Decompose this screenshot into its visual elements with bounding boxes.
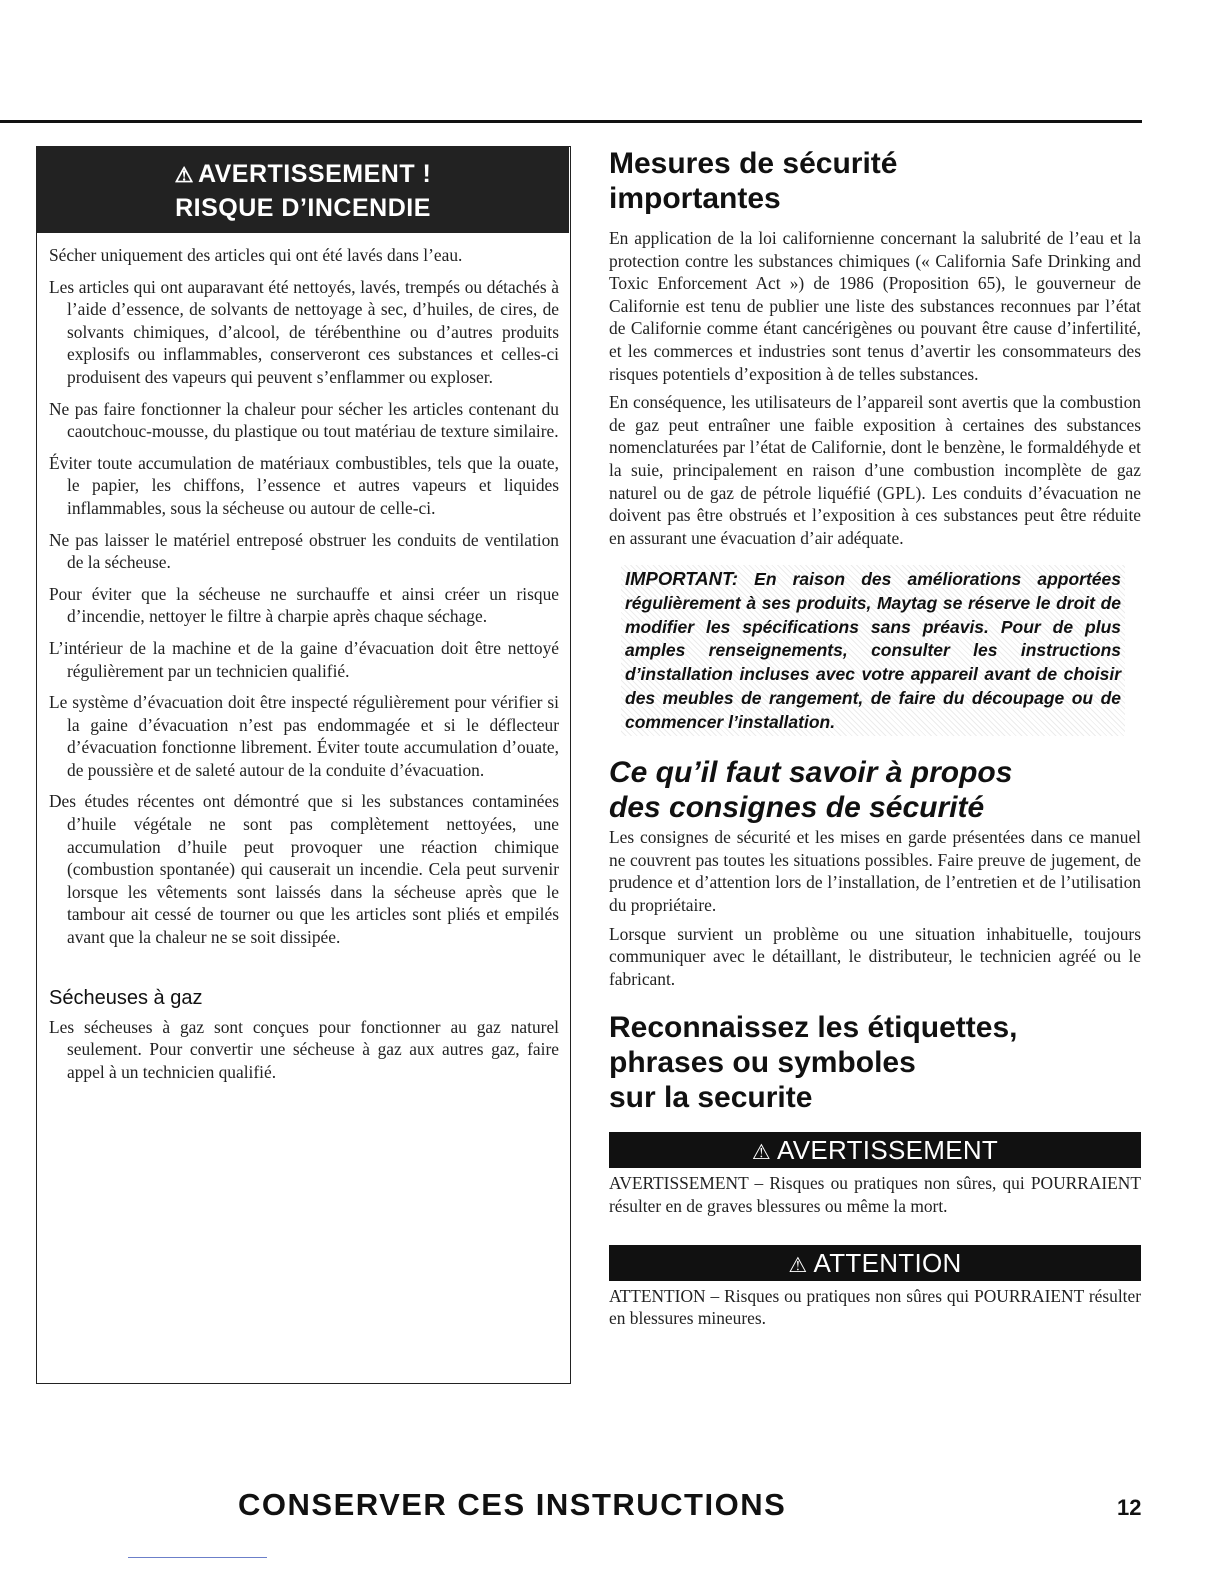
fire-warning-header [37,147,569,233]
fire-warning-title-line1: AVERTISSEMENT ! [197,160,432,188]
gas-dryers-text: Les sécheuses à gaz sont conçues pour fonctionner au gaz naturel seulement. Pour convertir une sécheuse à gaz aux autres gaz, faire appel à un technicien qualifié. [49,1016,559,1082]
fire-warning-body [49,244,559,1092]
warning-paragraph: Éviter toute accumulation de matériaux combustibles, tels que la ouate, le papier, les chiffons, l’essence et autres vapeurs et liquides inflammables, sous la sécheuse ou autour de celle-ci. [49,452,559,518]
warning-triangle-icon: ⚠ [788,1253,808,1277]
warning-label-bar [609,1132,1141,1168]
know-title-line1: Ce qu’il faut savoir à propos [609,756,1013,790]
warning-paragraph: Le système d’évacuation doit être inspecté régulièrement pour vérifier si la gaine d’évacuation n’est pas endommagée et si le déflecteur d’évacuation fonctionne librement. Éviter toute accumulation d’ouate, de poussière et de saleté autour de la conduite d’évacuation. [49,692,559,780]
warning-paragraph: Ne pas laisser le matériel entreposé obstruer les conduits de ventilation de la sécheuse. [49,529,559,573]
gas-dryers-title: Sécheuses à gaz [49,986,203,1009]
recog-title-line3: sur la securite [609,1081,813,1115]
footer-title: CONSERVER CES INSTRUCTIONS [238,1487,787,1522]
warning-triangle-icon: ⚠ [751,1141,772,1165]
warning-paragraph: L’intérieur de la machine et de la gaine d’évacuation doit être nettoyé régulièrement par un technicien qualifié. [49,637,559,681]
right-column [609,146,1141,1330]
fire-warning-title-line2: RISQUE D’INCENDIE [175,194,431,222]
warning-paragraph: Sécher uniquement des articles qui ont été lavés dans l’eau. [49,245,463,265]
important-notice [621,565,1125,736]
recognize-labels-title [609,1010,1141,1115]
know-paragraph-1: Les consignes de sécurité et les mises en garde présentées dans ce manuel ne couvrent pas toutes les situations possibles. Faire preuve de jugement, de prudence et d’attention lors de l’installation, de l’entretien et de l’utilisation du propriétaire. [609,827,1141,916]
page-number: 12 [1117,1495,1142,1520]
fire-warning-box [36,146,571,1384]
caution-label-bar [609,1245,1141,1281]
top-rule [0,120,1142,123]
warning-paragraph: Les articles qui ont auparavant été nettoyés, lavés, trempés ou détachés à l’aide d’essence, de solvants de nettoyage à sec, d’huiles, de cires, de solvants chimiques, d’alcool, de térébenthine ou d’autres produits explosifs ou inflammables, conserveront ces substances et celles-ci produisent des vapeurs qui peuvent s’enflammer ou exploser. [49,276,559,387]
know-paragraph-2: Lorsque survient un problème ou une situation inhabituelle, toujours communiquer avec le détaillant, le distributeur, le technicien agréé ou le fabricant. [609,923,1141,989]
warning-paragraph: Ne pas faire fonctionner la chaleur pour sécher les articles contenant du caoutchouc-mousse, du plastique ou tout matériau de texture similaire. [49,398,559,442]
caution-label-text: ATTENTION [813,1247,962,1278]
safety-measures-title [609,146,1141,216]
important-lead: IMPORTANT: [625,568,739,590]
warning-label-description: AVERTISSEMENT – Risques ou pratiques non sûres, qui POURRAIENT résulter en de graves blessures ou même la mort. [609,1173,1141,1216]
safety-title-line2: importantes [609,182,781,215]
bottom-rule [128,1557,267,1558]
important-text: En raison des améliorations apportées régulièrement à ses produits, Maytag se réserve le droit de modifier les spécifications sans préavis. Pour de plus amples renseignements, consulter les instructions d’installation incluses avec votre appareil avant de choisir des meubles de rangement, de faire du découpage ou de commencer l’installation. [625,569,1121,732]
warning-triangle-icon: ⚠ [174,164,194,187]
gas-exposure-paragraph: En conséquence, les utilisateurs de l’appareil sont avertis que la combustion de gaz peut entraîner une faible exposition à certaines des substances nomenclaturées par l’état de Californie, dont le benzène, le formaldéhyde et la suie, principalement en raison d’une combustion incomplète de gaz naturel ou de gaz de pétrole liquéfié (GPL). Les conduits d’évacuation ne doivent pas être obstrués et l’exposition à ces substances peut être réduite en assurant une évacuation d’air adéquate. [609,392,1141,548]
know-safety-title [609,755,1141,825]
prop65-paragraph: En application de la loi californienne concernant la salubrité de l’eau et la protection contre les substances chimiques (« California Safe Drinking and Toxic Enforcement Act ») de 1986 (Proposition 65), le gouverneur de Californie est tenu de publier une liste des substances reconnues par l’état de Californie comme étant cancérigènes ou pouvant être cause d’infertilité, et les commerces et industries sont tenus d’avertir les consommateurs des risques potentiels d’exposition à de telles substances. [609,228,1141,384]
caution-label-description: ATTENTION – Risques ou pratiques non sûres qui POURRAIENT résulter en blessures mineures. [609,1285,1141,1329]
safety-title-line1: Mesures de sécurité [609,147,898,180]
recog-title-line2: phrases ou symboles [609,1046,916,1080]
warning-label-text: AVERTISSEMENT [777,1135,999,1166]
warning-paragraph: Pour éviter que la sécheuse ne surchauffe et ainsi créer un risque d’incendie, nettoyer le filtre à charpie après chaque séchage. [49,583,559,627]
know-title-line2: des consignes de sécurité [609,791,985,825]
recog-title-line1: Reconnaissez les étiquettes, [609,1011,1018,1045]
warning-paragraph: Des études récentes ont démontré que si les substances contaminées d’huile végétale ne sont pas complètement nettoyées, une accumulation d’huile peut provoquer une réaction chimique (combustion spontanée) qui causerait un incendie. Cela peut survenir lorsque les vêtements sont laissés dans la sécheuse après que le tambour ait cessé de tourner ou que les articles sont pliés et empilés avant que la chaleur ne se soit dissipée. [49,791,559,948]
